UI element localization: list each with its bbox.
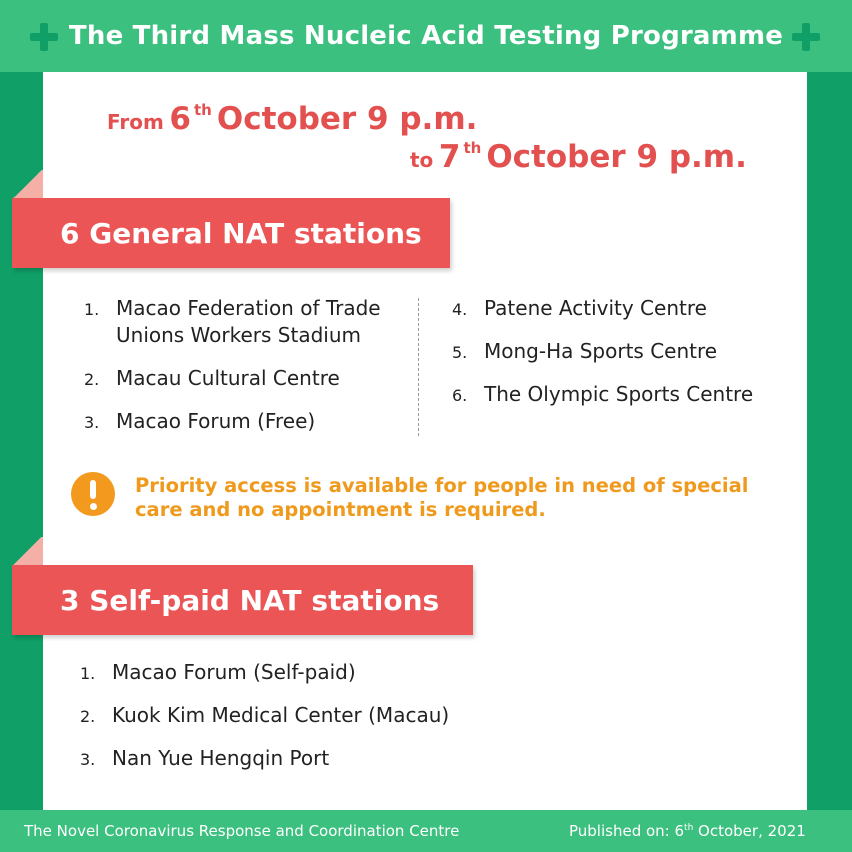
list-item: 3. Nan Yue Hengqin Port: [80, 746, 330, 770]
general-stations-list-left: [84, 295, 404, 451]
exclamation-icon: [71, 472, 115, 516]
list-item: 4. Patene Activity Centre: [452, 296, 707, 320]
list-item: 1. Macao Forum (Self-paid): [80, 660, 356, 684]
ribbon-fold: [12, 170, 43, 198]
list-item: 5. Mong-Ha Sports Centre: [452, 339, 718, 363]
list-item: 6. The Olympic Sports Centre: [452, 382, 754, 406]
list-item: 3. Macao Forum (Free): [84, 409, 316, 433]
list-item: 1. Macao Federation of Trade Unions Workers Stadium: [84, 296, 381, 347]
list-item: 2. Macau Cultural Centre: [84, 366, 340, 390]
date-range-end: to 7 $^{th}$ October 9 p.m.: [410, 139, 747, 175]
self-paid-stations-heading: 3 Self-paid NAT stations: [12, 565, 473, 635]
self-paid-stations-list: [80, 659, 500, 788]
plus-cross-icon: [30, 23, 58, 51]
priority-notice: Priority access is available for people in need of special care and no appointment is required.: [135, 474, 749, 521]
general-stations-list-right: [452, 295, 792, 424]
header-bar: [0, 0, 852, 72]
list-item: 2. Kuok Kim Medical Center (Macau): [80, 703, 450, 727]
date-range-start: From 6 $^{th}$ October 9 p.m.: [107, 101, 478, 137]
footer-organization: The Novel Coronavirus Response and Coordination Centre: [24, 822, 460, 840]
page-title: The Third Mass Nucleic Acid Testing Programme: [68, 21, 784, 51]
footer-published-date: Published on: 6th October, 2021: [569, 822, 806, 840]
general-stations-heading: 6 General NAT stations: [12, 198, 450, 268]
footer-bar: [0, 810, 852, 852]
plus-cross-icon: [792, 23, 820, 51]
column-divider: [418, 298, 419, 436]
ribbon-fold: [12, 537, 43, 565]
